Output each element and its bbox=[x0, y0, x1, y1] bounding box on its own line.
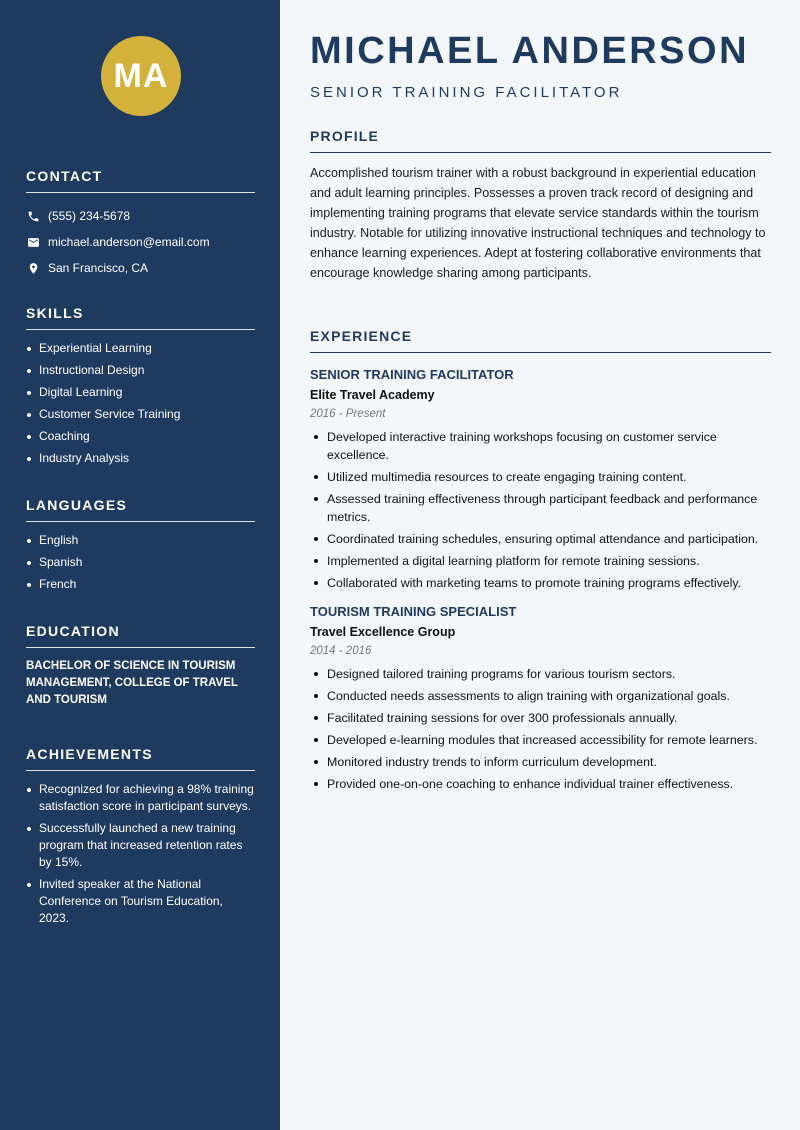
skill-item: Customer Service Training bbox=[26, 406, 255, 423]
skills-heading: SKILLS bbox=[26, 305, 255, 330]
education-degree: BACHELOR OF SCIENCE IN TOURISM MANAGEMENT, COLLEGE OF TRAVEL AND TOURISM bbox=[26, 660, 238, 706]
skills-section bbox=[26, 305, 255, 472]
sidebar bbox=[0, 0, 280, 1130]
achievements-list bbox=[26, 781, 255, 927]
job-bullet: Implemented a digital learning platform for remote training sessions. bbox=[310, 552, 771, 570]
languages-heading: LANGUAGES bbox=[26, 497, 255, 522]
job-entry bbox=[310, 604, 771, 793]
job-title: TOURISM TRAINING SPECIALIST bbox=[310, 604, 517, 619]
job-entry bbox=[310, 367, 771, 592]
languages-list bbox=[26, 532, 255, 593]
job-bullet: Collaborated with marketing teams to promote training programs effectively. bbox=[310, 574, 771, 592]
job-bullet: Designed tailored training programs for various tourism sectors. bbox=[310, 665, 771, 683]
job-bullets bbox=[310, 428, 771, 592]
languages-section bbox=[26, 497, 255, 598]
location-text: San Francisco, CA bbox=[48, 261, 149, 275]
contact-section bbox=[26, 168, 255, 281]
job-bullet: Developed interactive training workshops focusing on customer service excellence. bbox=[310, 428, 771, 464]
experience-section bbox=[310, 328, 771, 797]
job-bullet: Utilized multimedia resources to create engaging training content. bbox=[310, 468, 771, 486]
achievement-item: Invited speaker at the National Conference on Tourism Education, 2023. bbox=[26, 876, 255, 927]
candidate-name: MICHAEL ANDERSON bbox=[310, 30, 750, 72]
skill-item: Digital Learning bbox=[26, 384, 255, 401]
skills-list bbox=[26, 340, 255, 467]
job-dates: 2016 - Present bbox=[310, 408, 386, 420]
skill-item: Industry Analysis bbox=[26, 450, 255, 467]
language-item: French bbox=[26, 576, 255, 593]
contact-location bbox=[26, 255, 255, 281]
skill-item: Experiential Learning bbox=[26, 340, 255, 357]
achievements-section bbox=[26, 746, 255, 932]
profile-text: Accomplished tourism trainer with a robust background in experiential education and adult learning principles. Possesses a proven track record of designing and implementing training programs that elevate service standards within the tourism industry. Notable for utilizing innovative instructional techniques and technology to enhance learning experiences. Adept at fostering collaborative environments that encourage knowledge sharing among participants. bbox=[310, 166, 766, 280]
skill-item: Instructional Design bbox=[26, 362, 255, 379]
mail-icon bbox=[26, 235, 40, 249]
achievements-heading: ACHIEVEMENTS bbox=[26, 746, 255, 771]
education-section bbox=[26, 623, 255, 709]
job-bullet: Facilitated training sessions for over 300 professionals annually. bbox=[310, 709, 771, 727]
education-heading: EDUCATION bbox=[26, 623, 255, 648]
language-item: English bbox=[26, 532, 255, 549]
achievement-item: Recognized for achieving a 98% training satisfaction score in participant surveys. bbox=[26, 781, 255, 815]
job-bullet: Assessed training effectiveness through participant feedback and performance metrics. bbox=[310, 490, 771, 526]
profile-heading: PROFILE bbox=[310, 128, 771, 153]
phone-text: (555) 234-5678 bbox=[48, 209, 131, 223]
profile-section bbox=[310, 128, 771, 283]
skill-item: Coaching bbox=[26, 428, 255, 445]
candidate-title: SENIOR TRAINING FACILITATOR bbox=[310, 84, 623, 101]
contact-email bbox=[26, 229, 255, 255]
job-bullet: Conducted needs assessments to align training with organizational goals. bbox=[310, 687, 771, 705]
experience-heading: EXPERIENCE bbox=[310, 328, 771, 353]
job-bullets bbox=[310, 665, 771, 793]
company-name: Elite Travel Academy bbox=[310, 388, 435, 402]
avatar: MA bbox=[101, 36, 181, 116]
job-dates: 2014 - 2016 bbox=[310, 645, 372, 657]
job-bullet: Monitored industry trends to inform curriculum development. bbox=[310, 753, 771, 771]
job-bullet: Provided one-on-one coaching to enhance individual trainer effectiveness. bbox=[310, 775, 771, 793]
location-pin-icon bbox=[26, 261, 40, 275]
contact-phone bbox=[26, 203, 255, 229]
job-title: SENIOR TRAINING FACILITATOR bbox=[310, 367, 514, 382]
email-text: michael.anderson@email.com bbox=[48, 235, 210, 249]
contact-heading: CONTACT bbox=[26, 168, 255, 193]
company-name: Travel Excellence Group bbox=[310, 625, 456, 639]
achievement-item: Successfully launched a new training program that increased retention rates by 15%. bbox=[26, 820, 255, 871]
job-bullet: Developed e-learning modules that increased accessibility for remote learners. bbox=[310, 731, 771, 749]
language-item: Spanish bbox=[26, 554, 255, 571]
job-bullet: Coordinated training schedules, ensuring optimal attendance and participation. bbox=[310, 530, 771, 548]
phone-icon bbox=[26, 209, 40, 223]
